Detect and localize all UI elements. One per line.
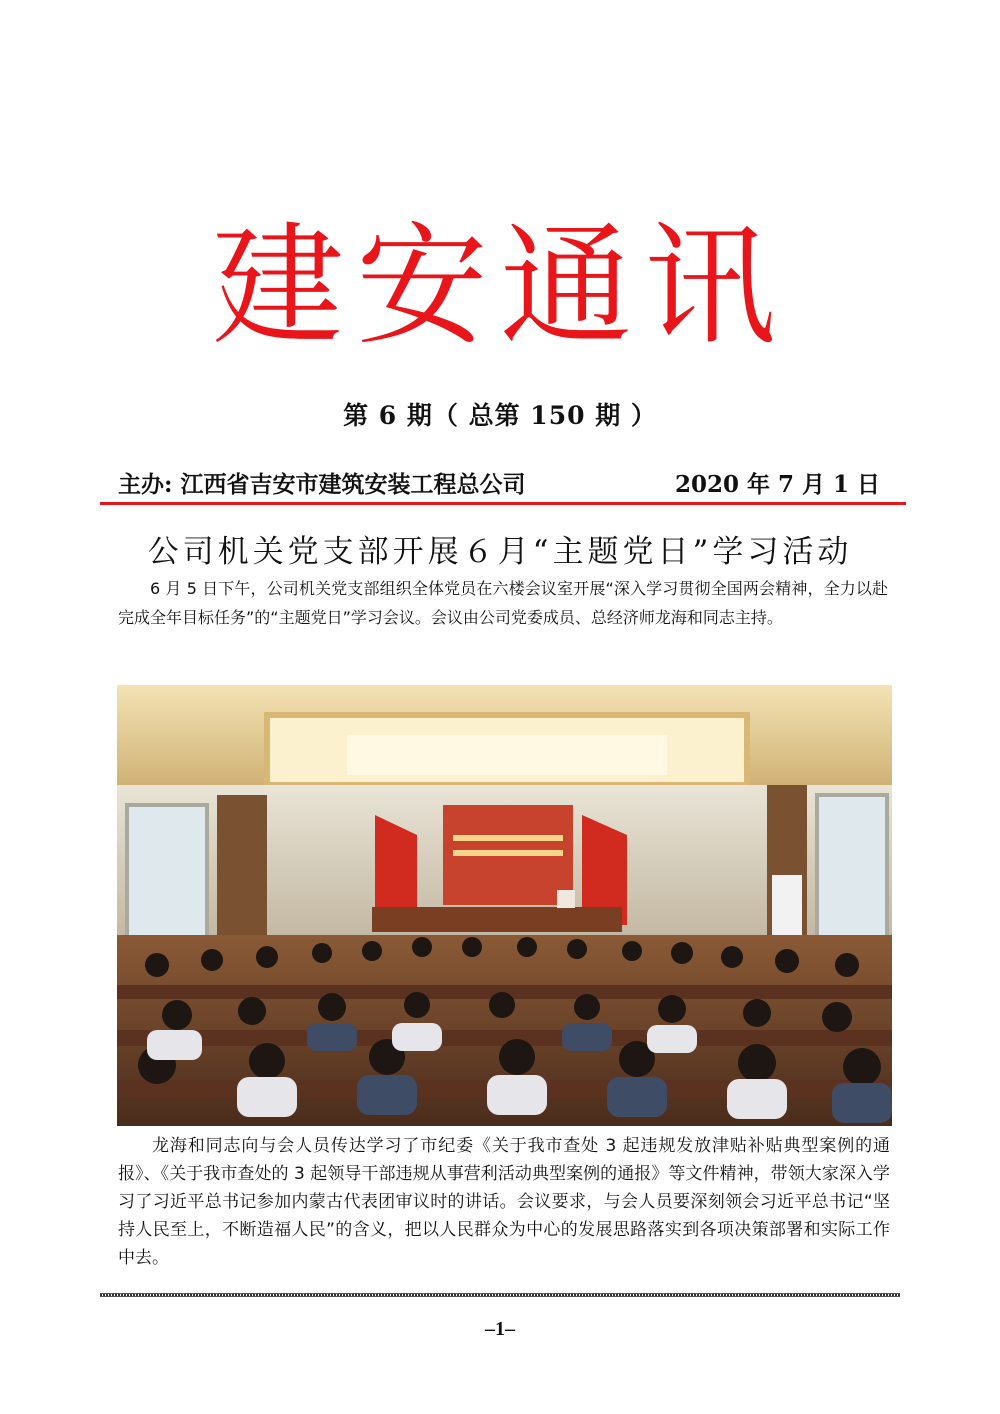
page-number: –1– xyxy=(485,1318,515,1340)
publication-date: 2020 年 7 月 1 日 xyxy=(674,471,880,498)
sponsor-row xyxy=(118,466,880,500)
article-headline: 公司机关党支部开展６月“主题党日”学习活动 xyxy=(147,534,853,570)
sponsor-label: 主办: 江西省吉安市建筑安装工程总公司 xyxy=(118,471,526,498)
article-paragraph-2: 龙海和同志向与会人员传达学习了市纪委《关于我市查处 3 起违规发放津贴补贴典型案例的通报》、《关于我市查处的 3 起领导干部违规从事营利活动典型案例的通报》等文件精神，带领大家深入学习了习近平总书记参加内蒙古代表团审议时的讲话。会议要求，与会人员要深刻领会习近平总书记“坚持人民至上，不断造福人民”的含义，把以人民群众为中心的发展思路落实到各项决策部署和实际工作中去。 xyxy=(118,1136,890,1268)
newsletter-masthead: 建安通讯 xyxy=(212,210,788,364)
meeting-photo xyxy=(117,685,892,1126)
issue-number: 第 6 期（ 总第 150 期 ） xyxy=(343,401,657,430)
red-divider xyxy=(100,502,906,505)
article-paragraph-1: 6 月 5 日下午，公司机关党支部组织全体党员在六楼会议室开展“深入学习贯彻全国两会精神，全力以赴完成全年目标任务”的“主题党日”学习会议。会议由公司党委成员、总经济师龙海和同志主持。 xyxy=(118,579,888,627)
footer-divider xyxy=(100,1293,900,1297)
